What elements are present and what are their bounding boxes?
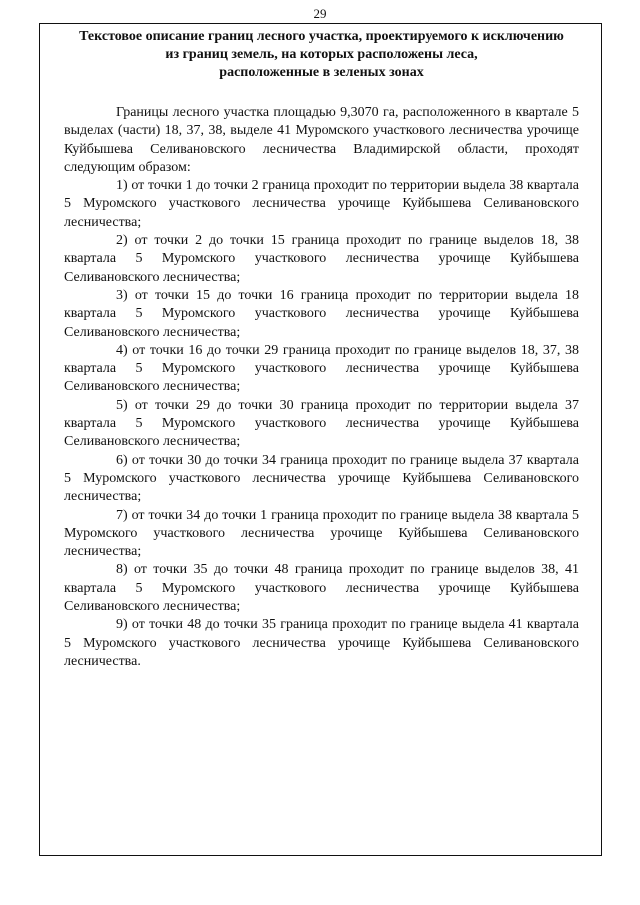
boundary-item-1: 1) от точки 1 до точки 2 граница проходит по территории выдела 38 квартала 5 Муромского участкового лесничества урочище Куйбышева Селивановского лесничества; — [64, 178, 579, 230]
document-content — [64, 28, 579, 671]
boundary-item-2: 2) от точки 2 до точки 15 граница проходит по границе выделов 18, 38 квартала 5 Муромского участкового лесничества урочище Куйбышева Селивановского лесничества; — [64, 233, 579, 285]
document-heading — [64, 28, 579, 82]
boundary-item-6: 6) от точки 30 до точки 34 граница проходит по границе выдела 37 квартала 5 Муромского участкового лесничества урочище Куйбышева Селивановского лесничества; — [64, 452, 579, 505]
boundary-item-8: 8) от точки 35 до точки 48 граница проходит по границе выделов 38, 41 квартала 5 Муромского участкового лесничества урочище Куйбышева Селивановского лесничества; — [64, 562, 579, 615]
boundary-item-9: 9) от точки 48 до точки 35 граница проходит по границе выдела 41 квартала 5 Муромского участкового лесничества урочище Куйбышева Селивановского лесничества. — [64, 617, 579, 669]
boundary-item-4: 4) от точки 16 до точки 29 граница проходит по границе выделов 18, 37, 38 квартала 5 Муромского участкового лесничества урочище Куйбышева Селивановского лесничества; — [64, 342, 579, 395]
boundary-item-3: 3) от точки 15 до точки 16 граница проходит по территории выдела 18 квартала 5 Муромского участкового лесничества урочище Куйбышева Селивановского лесничества; — [64, 287, 579, 340]
page-number: 29 — [313, 6, 327, 21]
heading-line: из границ земель, на которых расположены леса, — [165, 47, 478, 62]
boundary-item-7: 7) от точки 34 до точки 1 граница проходит по границе выдела 38 квартала 5 Муромского участкового лесничества урочище Куйбышева Селивановского лесничества; — [64, 507, 579, 560]
heading-line: Текстовое описание границ лесного участка, проектируемого к исключению — [79, 29, 564, 44]
document-body — [64, 104, 579, 671]
intro-paragraph: Границы лесного участка площадью 9,3070 га, расположенного в квартале 5 выделах (части) 18, 37, 38, выделе 41 Муромского участкового лесничества урочище Куйбышева Селивановского лесничества Владимирской области, проходят следующим образом: — [64, 105, 579, 175]
document-frame — [39, 23, 602, 856]
boundary-item-5: 5) от точки 29 до точки 30 граница проходит по территории выдела 37 квартала 5 Муромского участкового лесничества урочище Куйбышева Селивановского лесничества; — [64, 397, 579, 450]
heading-line: расположенные в зеленых зонах — [219, 65, 424, 80]
